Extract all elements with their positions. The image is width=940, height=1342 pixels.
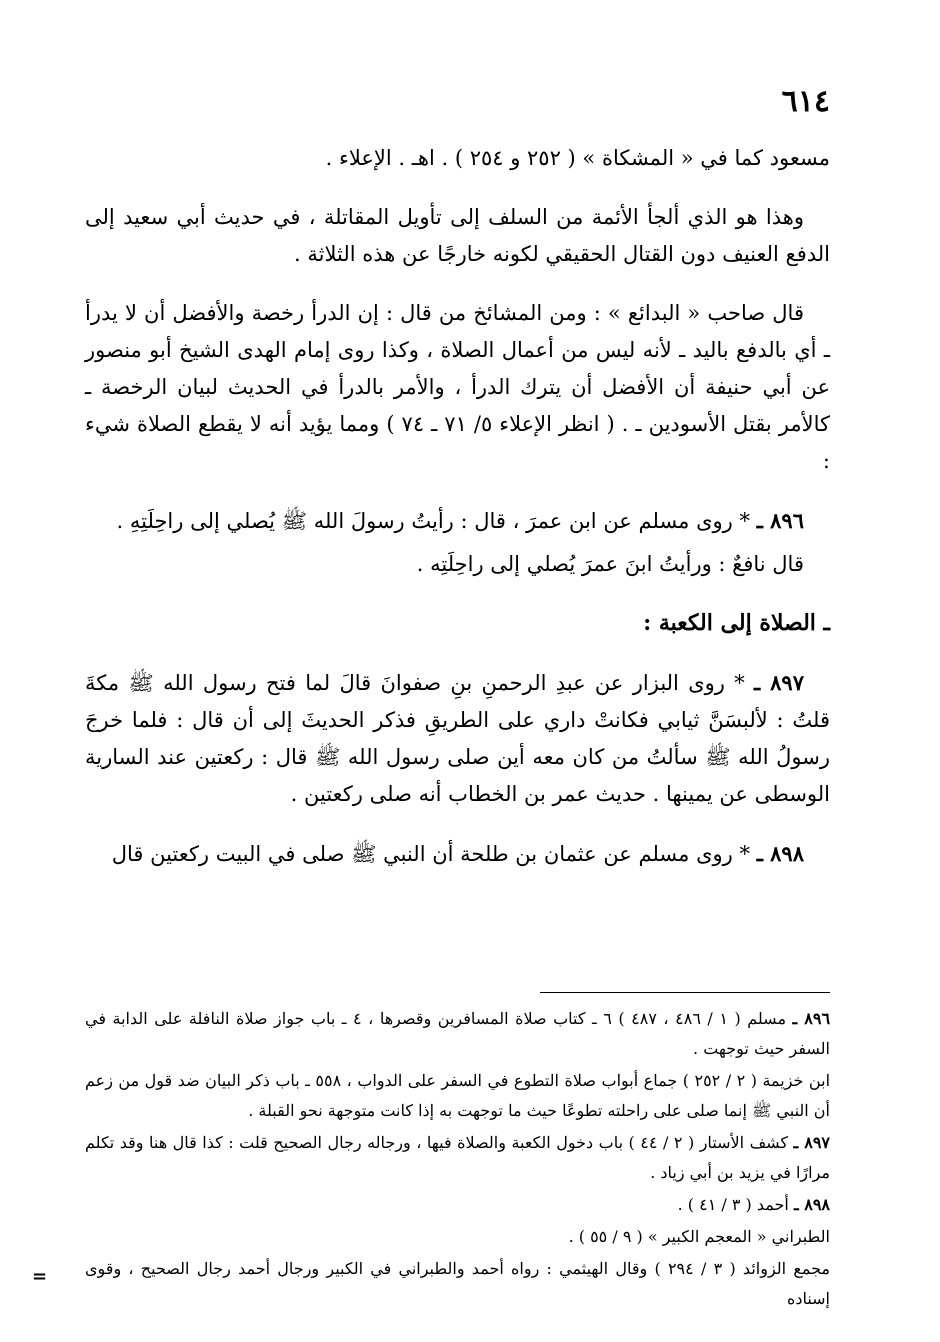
section-heading: ـ الصلاة إلى الكعبة : <box>643 610 830 636</box>
paragraph-badai-quote: قال صاحب « البدائع » : ومن المشائخ من قال : إن الدرأ رخصة والأفضل أن لا يدرأ ـ أي بالدفع باليد ـ لأنه ليس من أعمال الصلاة ، وكذا روى إمام الهدى الشيخ أبو منصور عن أبي حنيفة أن الأفضل أن يترك الدرأ ، والأمر بالدرأ في الحديث لبيان الرخصة ـ كالأمر بقتل الأسودين ـ . ( انظر الإعلاء ٥/ ٧١ ـ ٧٤ ) ومما يؤيد أنه لا يقطع الصلاة شيء : <box>85 301 830 473</box>
hadith-number: ٨٩٦ ـ <box>756 508 804 533</box>
footnote-item <box>85 1066 830 1126</box>
footnotes <box>85 1004 830 1316</box>
hadith-number: ٨٩٧ ـ <box>754 670 804 695</box>
footnote-item <box>85 1222 830 1252</box>
paragraph-continuation: مسعود كما في « المشكاة » ( ٢٥٢ و ٢٥٤ ) . اهـ . الإعلاء . <box>325 146 830 170</box>
footnote-text: الطبراني « المعجم الكبير » ( ٩ / ٥٥ ) . <box>568 1227 830 1246</box>
hadith-896 <box>85 502 830 540</box>
footnote-separator <box>540 992 830 993</box>
footnote-text: ابن خزيمة ( ٢ / ٢٥٢ ) جماع أبواب صلاة التطوع في السفر على الدواب ، ٥٥٨ ـ باب ذكر البيان ضد قول من زعم أن النبي ﷺ إنما صلى على راحلته تطوعًا حيث ما توجهت به إذا كانت متوجهة نحو القبلة . <box>85 1071 831 1120</box>
footnote-text: أحمد ( ٣ / ٤١ ) . <box>677 1195 789 1214</box>
footnote-number: ٨٩٨ ـ <box>793 1195 830 1214</box>
main-text <box>85 140 830 895</box>
hadith-text: * روى مسلم عن ابن عمرَ ، قال : رأيتُ رسولَ الله ﷺ يُصلي إلى راحِلَتِهِ . <box>116 509 750 533</box>
hadith-898 <box>85 835 830 873</box>
footnote-text: مسلم ( ١ / ٤٨٦ ، ٤٨٧ ) ٦ ـ كتاب صلاة المسافرين وقصرها ، ٤ ـ باب جواز صلاة النافلة على الدابة في السفر حيث توجهت . <box>85 1009 830 1058</box>
hadith-text: * روى البزار عن عبدِ الرحمنِ بنِ صفوانَ قالَ لما فتح رسول الله ﷺ مكةَ قلتُ : لألبسَنَّ ثيابي فكانتْ داري على الطريقِ فذكر الحديثَ إلى أن قال : فلما خرجَ رسولُ الله ﷺ سألتُ من كان معه أين صلى رسول الله ﷺ قال : ركعتين عند السارية الوسطى عن يمينها . حديث عمر بن الخطاب أنه صلى ركعتين . <box>85 671 830 806</box>
footnote-item <box>85 1254 830 1314</box>
footnote-number: ٨٩٦ ـ <box>792 1009 831 1028</box>
paragraph-interpretation: وهذا هو الذي ألجأ الأئمة من السلف إلى تأويل المقاتلة ، في حديث أبي سعيد إلى الدفع العنيف دون القتال الحقيقي لكونه خارجًا عن هذه الثلاثة . <box>85 205 830 266</box>
hadith-896-followup: قال نافعٌ : ورأيتُ ابنَ عمرَ يُصلي إلى راحِلَتِه . <box>416 552 804 576</box>
footnote-item <box>85 1190 830 1220</box>
footnote-item <box>85 1128 830 1188</box>
footnote-item <box>85 1004 830 1064</box>
continuation-mark: = <box>32 1266 48 1287</box>
hadith-897 <box>85 664 830 813</box>
footnote-number: ٨٩٧ ـ <box>793 1133 830 1152</box>
footnote-text: مجمع الزوائد ( ٣ / ٢٩٤ ) وقال الهيثمي : رواه أحمد والطبراني في الكبير ورجال أحمد رجال الصحيح ، وقوى إسناده <box>85 1259 831 1308</box>
hadith-number: ٨٩٨ ـ <box>756 841 804 866</box>
page-number: ٦١٤ <box>781 84 830 119</box>
hadith-text: * روى مسلم عن عثمان بن طلحة أن النبي ﷺ صلى في البيت ركعتين قال <box>111 842 750 866</box>
footnote-text: كشف الأستار ( ٢ / ٤٤ ) باب دخول الكعبة والصلاة فيها ، ورجاله رجال الصحيح قلت : كذا قال هنا وقد تكلم مرارًا في يزيد بن أبي زياد . <box>85 1133 830 1182</box>
